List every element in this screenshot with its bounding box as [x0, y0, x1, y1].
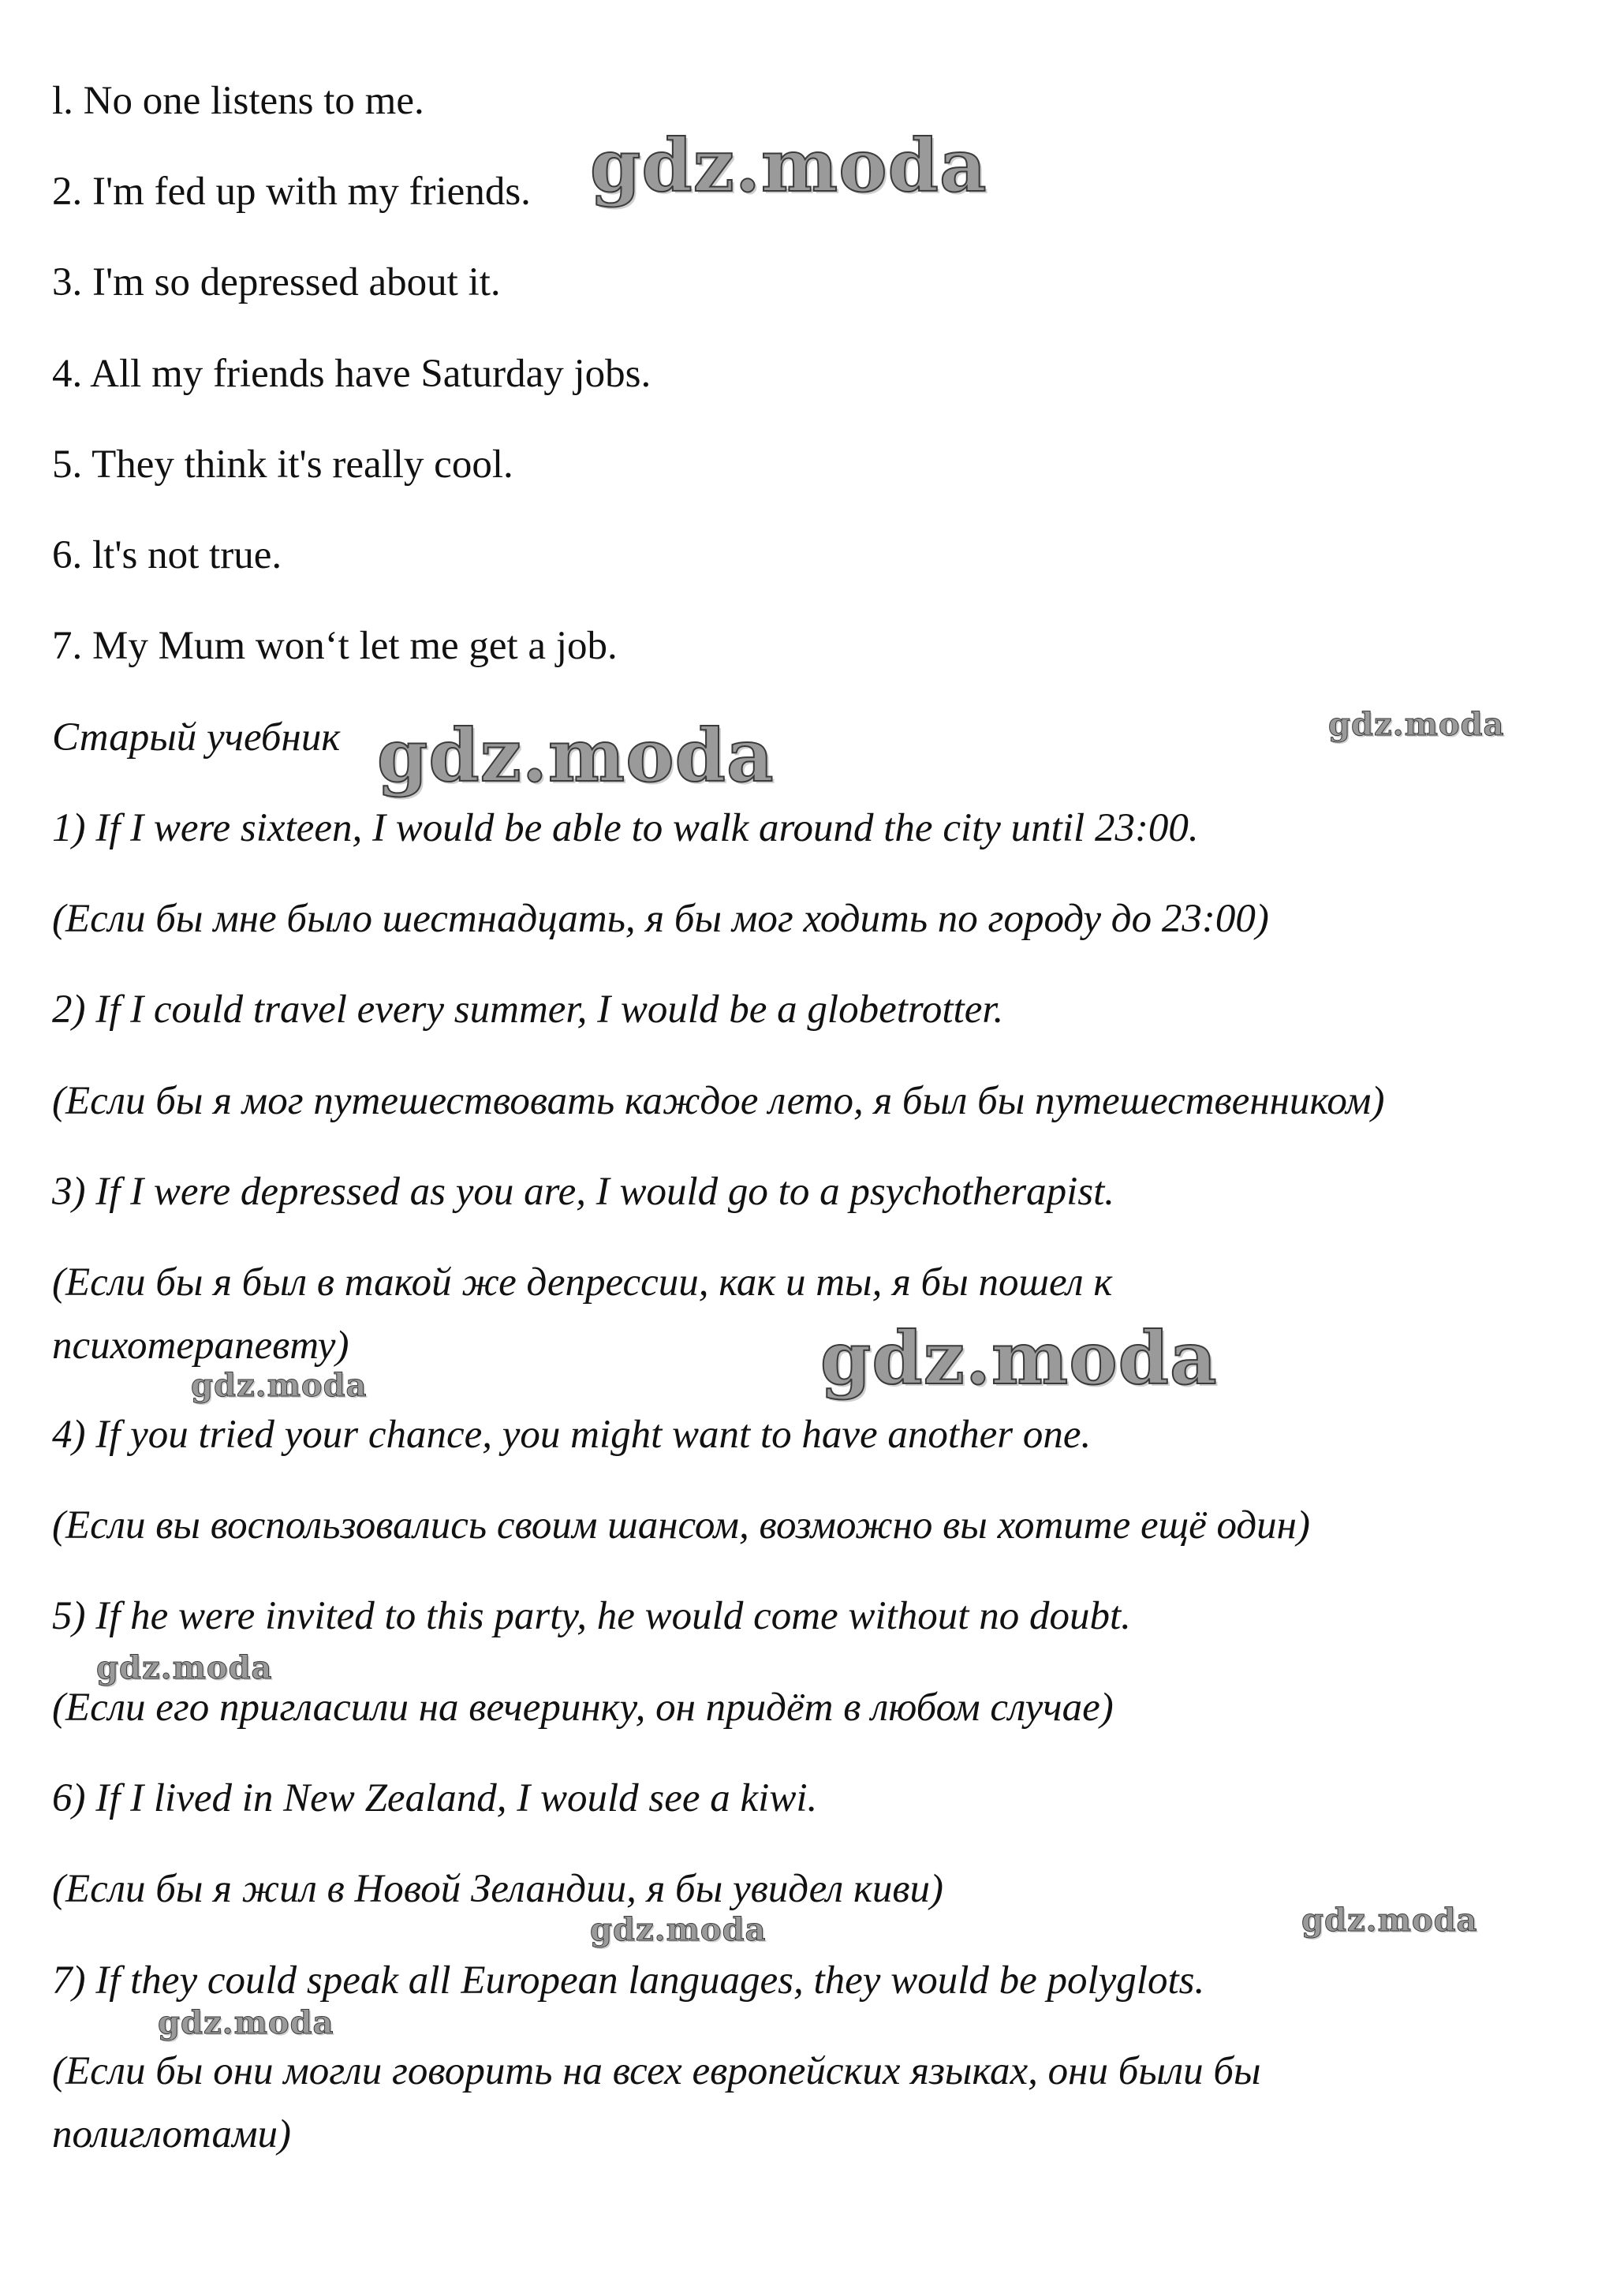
watermark: gdz.moda: [158, 2004, 334, 2041]
watermark: gdz.moda: [377, 713, 775, 798]
sentence-line: 4) If you tried your chance, you might want to have another one.: [52, 1413, 1092, 1457]
english-line-1: l. No one listens to me.: [52, 79, 424, 123]
sentence-line: 2) If I could travel every summer, I would be a globetrotter.: [52, 988, 1004, 1032]
sentence-line: (Если бы мне было шестнадцать, я бы мог ходить по городу до 23:00): [52, 897, 1269, 941]
sentence-line: полиглотами): [52, 2112, 292, 2156]
english-line-7: 7. My Mum won‘t let me get a job.: [52, 624, 618, 668]
watermark: gdz.moda: [820, 1316, 1218, 1401]
sentence-line: 7) If they could speak all European languages, they would be polyglots.: [52, 1958, 1205, 2003]
watermark: gdz.moda: [590, 123, 987, 208]
sentence-line: 3) If I were depressed as you are, I would go to a psychotherapist.: [52, 1170, 1115, 1214]
sentence-line: 5) If he were invited to this party, he would come without no doubt.: [52, 1594, 1131, 1638]
sentence-line: 6) If I lived in New Zealand, I would see a kiwi.: [52, 1776, 818, 1820]
watermark: gdz.moda: [590, 1911, 767, 1948]
sentence-line: (Если бы я был в такой же депрессии, как и ты, я бы пошел к: [52, 1260, 1113, 1305]
english-line-2: 2. I'm fed up with my friends.: [52, 170, 531, 214]
watermark: gdz.moda: [1328, 706, 1505, 743]
sentence-line: (Если бы я мог путешествовать каждое лето, я был бы путешественником): [52, 1079, 1385, 1123]
sentence-line: психотерапевту): [52, 1324, 349, 1368]
english-line-3: 3. I'm so depressed about it.: [52, 260, 501, 304]
sentence-line: 1) If I were sixteen, I would be able to walk around the city until 23:00.: [52, 806, 1199, 850]
sentence-line: (Если бы они могли говорить на всех европейских языках, они были бы: [52, 2049, 1261, 2093]
english-line-4: 4. All my friends have Saturday jobs.: [52, 352, 651, 396]
sentence-line: (Если бы я жил в Новой Зеландии, я бы увидел киви): [52, 1867, 944, 1911]
watermark: gdz.moda: [96, 1649, 273, 1686]
section-title: Старый учебник: [52, 715, 341, 760]
sentence-line: (Если вы воспользовались своим шансом, возможно вы хотите ещё один): [52, 1503, 1310, 1548]
watermark: gdz.moda: [1301, 1902, 1478, 1939]
english-line-5: 5. They think it's really cool.: [52, 442, 513, 487]
english-line-6: 6. lt's not true.: [52, 533, 282, 577]
sentence-line: (Если его пригласили на вечеринку, он придёт в любом случае): [52, 1686, 1114, 1730]
watermark: gdz.moda: [191, 1367, 368, 1404]
